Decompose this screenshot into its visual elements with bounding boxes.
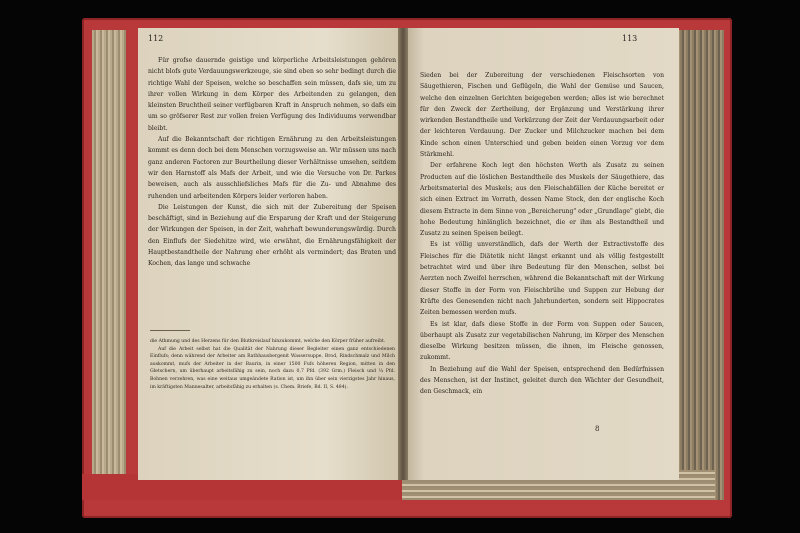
right-page-number: 113 — [622, 34, 638, 43]
right-page-body — [420, 70, 664, 398]
right-page-edges — [676, 30, 724, 500]
right-paragraph-3: Es ist völlig unverständlich, dafs der Werth der Extractivstoffe des Fleisches für die Diätetik nicht längst erkannt und als völlig festgestellt betrachtet wird und über ihre Bedeutung für den Menschen, selbst bei Aerzten noch Zweifel herrschen, während die Bekanntschaft mit der Wirkung dieser Stoffe in der Form von Fleischbrühe und Suppen zur Hebung der Kräfte des Genesenden nicht nach Jahrhunderten, sondern seit Hippocrates Zeiten bemessen werden mufs. — [420, 241, 664, 317]
right-paragraph-5: In Beziehung auf die Wahl der Speisen, entsprechend den Bedürfnissen des Menschen, ist der Instinct, geleitet durch den Wächter der Gesundheit, den Geschmack, ein — [420, 365, 664, 396]
left-paragraph-2: Auf die Bekanntschaft der richtigen Ernährung zu den Arbeitsleistungen kommt es denn doch bei dem Menschen vorzugsweise an. Wir müssen uns nach ganz anderen Factoren zur Beurtheilung dieser Verhältnisse umsehen, seitdem wir den Harnstoff als Mafs der Arbeit, und wie die Versuche von Dr. Parkes beweisen, auch als ausschliefsliches Mafs für die Zu- und Abnahme des ruhenden und arbeitenden Körpers leider verloren haben. — [148, 136, 396, 200]
footnote-line-2: Auf die Arbeit selbst hat die Qualität der Nahrung dieser Begleiter einen ganz entschiedenen Einflufs; denn während der Arbeiter am Rathhausbergenit Wassersuppe, Brod, Rindschmalz und Milch auskommt, mufs der Arbeiter in der Baurin, in einer 1500 Fufs höheren Region, mitten in den Gletschern, um überhaupt arbeitsfähig zu sein, noch dazu 0,7 Pfd. (392 Grm.) Fleisch und ¼ Pfd. Bohnen verzehren, was eine weitaus umgeändete Ration ist, um ihn über sein vierzigstes Jahr hinaus, im kräftigsten Mannesalter, arbeitsfähig zu erhalten (s. Chem. Briefe, Bd. II, S. 484). — [150, 346, 395, 390]
signature-mark: 8 — [595, 425, 600, 433]
left-page-number: 112 — [148, 34, 164, 43]
left-page-edges — [92, 30, 126, 492]
left-page-footnote — [150, 338, 395, 391]
footnote-line-1: die Athmung und des Herzens für den Blutkreislauf hinzukommt, welche den Körper früher aufreibt. — [150, 339, 386, 344]
left-page-body — [148, 55, 396, 270]
right-paragraph-2: Der erfahrene Koch legt den höchsten Werth als Zusatz zu seinen Producten auf die löslichen Bestandtheile des Muskels der Säugethiere, das Arbeitsmaterial des Muskels; aus den Fleischabfällen der Küche bereitet er sich einen Extract im Vorrath, dessen Name Stock, den der englische Koch diesem Extracte in dem Sinne von „Bereicherung" oder „Grundlage" giebt, die hohe Bedeutung hinlänglich bezeichnet, die er ihm als Bestandtheil und Zusatz zu seinen Speisen beilegt. — [420, 162, 664, 238]
footnote-rule — [150, 330, 190, 331]
book-gutter — [398, 28, 408, 480]
left-paragraph-3: Die Leistungen der Kunst, die sich mit der Zubereitung der Speisen beschäftigt, sind in Beziehung auf die Ersparung der Kraft und der Steigerung der Wirkungen der Speisen, in der Zeit, wahrhaft bewunderungswürdig. Durch den Einflufs der Siedehitze wird, wie erwähnt, die Ernährungsfähigkeit der Hauptbestandtheile der Nahrung eher erhöht als vermindert; das Braten und Kochen, das lange und schwache — [148, 203, 396, 268]
right-paragraph-4: Es ist klar, dafs diese Stoffe in der Form von Suppen oder Saucen, überhaupt als Zusatz zur vegetabilischen Nahrung, im Körper des Menschen dieselbe Wirkung besitzen müssen, die ihnen, im Fleische genossen, zukommt. — [420, 320, 664, 362]
left-paragraph-1: Für grofse dauernde geistige und körperliche Arbeitsleistungen gehören nicht blofs gute Verdauungswerkzeuge, sie sind eben so sehr bedingt durch die richtige Wahl der Speisen, welche so beschaffen sein müssen, dafs sie, um zu ihrer vollen Wirkung in dem Körper des Arbeitenden zu gelangen, den kleinsten Bruchtheil seiner verfügbaren Kraft in Anspruch nehmen, so dafs ein um so gröfserer Rest zur vollen freien Verfügung des Individuums verwendbar bleibt. — [148, 57, 396, 132]
right-paragraph-1: Sieden bei der Zubereitung der verschiedenen Fleischsorten von Säugethieren, Fischen und Geflügeln, die Wahl der Gemüse und Saucen, welche den einzelnen Gerichten beigegeben werden; alles ist wie berechnet für den Zweck der Zertheilung, der Ergänzung und Verstärkung ihrer wirkenden Bestandtheile und Verkürzung der Zeit der Verdauungsarbeit oder der leichteren Verdauung. Der Zucker und Milchzucker machen bei dem Kinde schon einen Unterschied und geben beiden einen Vorzug vor dem Stärkmehl. — [420, 72, 664, 159]
